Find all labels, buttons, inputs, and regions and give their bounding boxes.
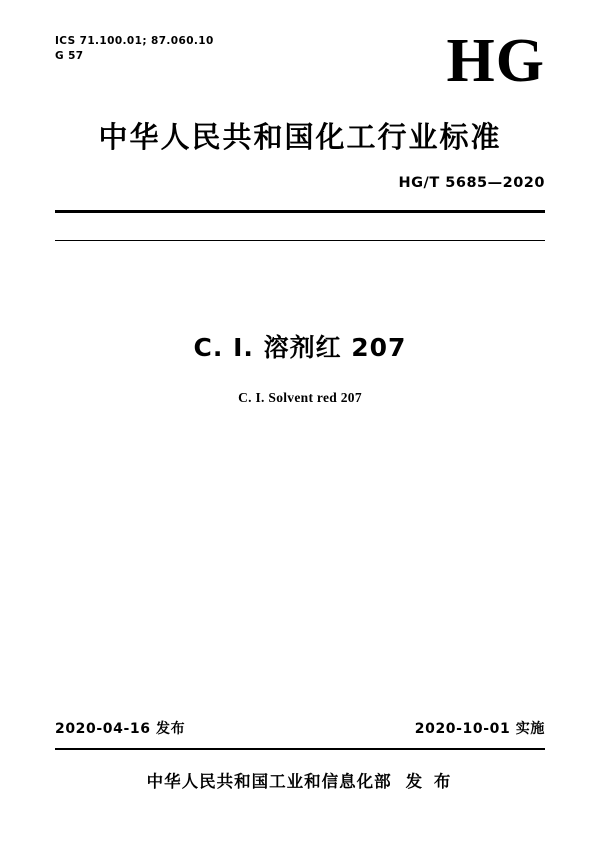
subject-title-cn: C. I. 溶剂红 207 <box>193 333 407 362</box>
page-title: 中华人民共和国化工行业标准 <box>98 120 502 154</box>
ics-classification <box>55 34 214 64</box>
publisher-name: 中华人民共和国工业和信息化部 <box>146 772 392 791</box>
divider-footer <box>55 748 545 750</box>
implementation-date: 2020-10-01 实施 <box>414 721 545 737</box>
ics-code-line: ICS 71.100.01; 87.060.10 <box>55 35 214 47</box>
issue-date: 2020-04-16 发布 <box>55 721 186 737</box>
publisher-line <box>0 768 600 792</box>
divider-top-thick <box>55 210 545 213</box>
publisher-verb: 发 布 <box>405 772 454 791</box>
hg-logo: HG <box>446 27 545 95</box>
subject-title-en: C. I. Solvent red 207 <box>238 390 362 405</box>
standard-number: HG/T 5685—2020 <box>398 175 545 191</box>
ccs-code-line: G 57 <box>55 50 84 62</box>
divider-top-thin <box>55 240 545 241</box>
